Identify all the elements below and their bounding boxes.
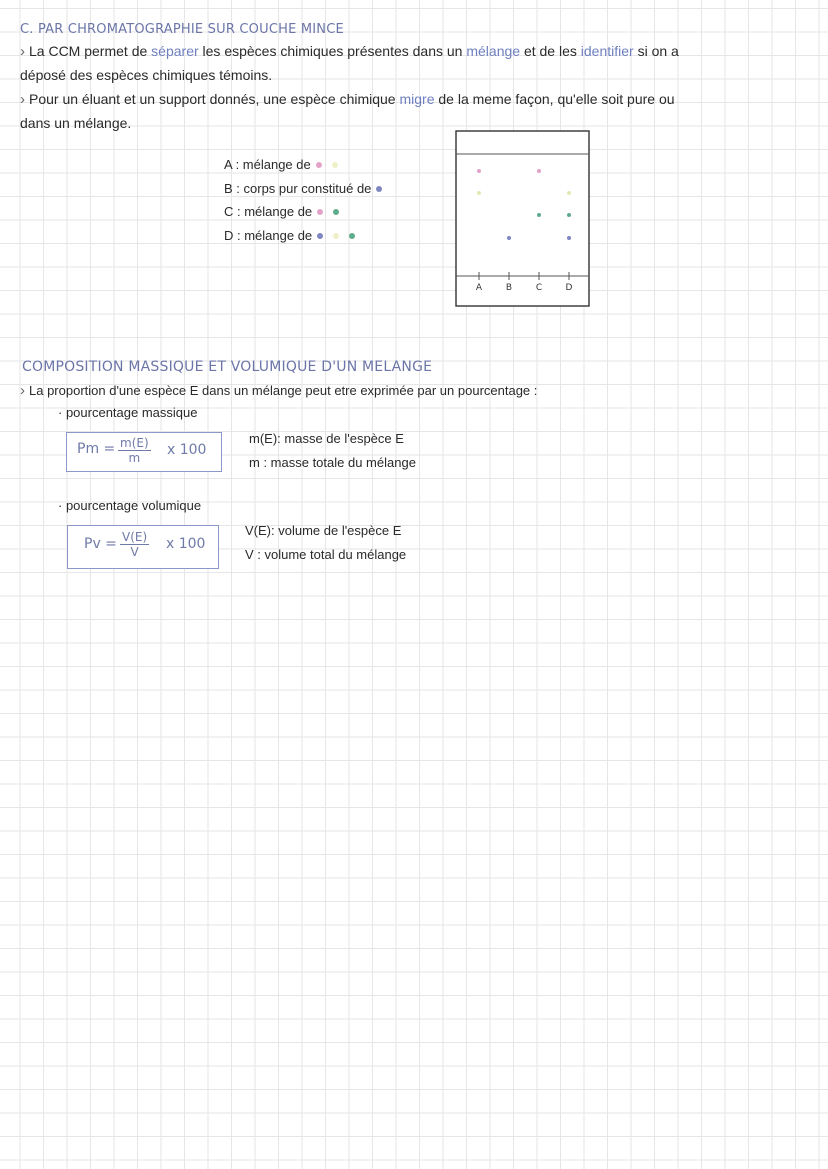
formula-symbol: Pv =	[84, 536, 117, 552]
keyword-identifier: identifier	[580, 43, 634, 59]
legend-row-c	[224, 204, 344, 219]
numerator: V(E)	[122, 530, 148, 544]
chevron-right-icon: ›	[20, 43, 25, 60]
legend-row-d	[224, 228, 360, 243]
legend-row-b	[224, 181, 387, 196]
text: pourcentage massique	[65, 405, 198, 420]
chevron-right-icon: ›	[20, 382, 25, 399]
formula-symbol: Pm =	[77, 441, 116, 457]
massique-def-2: m : masse totale du mélange	[249, 455, 416, 470]
blue-dot-icon	[317, 233, 323, 239]
tlc-plate	[455, 130, 591, 308]
spot-d-yellow	[567, 191, 571, 195]
blue-dot-icon	[376, 186, 382, 192]
green-dot-icon	[349, 233, 355, 239]
denominator: m	[128, 451, 141, 465]
spot-c-green	[537, 213, 541, 217]
text: si on a	[633, 43, 679, 59]
lane-label-b: B	[505, 283, 513, 293]
spot-d-green	[567, 213, 571, 217]
text: Pour un éluant et un support donnés, une espèce chimique	[29, 91, 400, 107]
legend-label: D : mélange de	[224, 228, 313, 243]
lane-label-a: A	[475, 283, 483, 293]
green-dot-icon	[333, 209, 339, 215]
legend-label: C : mélange de	[224, 204, 313, 219]
spot-a-yellow	[477, 191, 481, 195]
section-c-line-3	[20, 91, 675, 108]
volumique-def-1: V(E): volume de l'espèce E	[245, 523, 402, 538]
lane-label-c: C	[535, 283, 543, 293]
text: La CCM permet de	[29, 43, 152, 59]
section-c-line-2: déposé des espèces chimiques témoins.	[20, 67, 273, 83]
volumique-label	[58, 498, 201, 513]
formula-fraction	[120, 530, 149, 559]
formula-massique-box	[66, 432, 222, 472]
text: les espèces chimiques présentes dans un	[198, 43, 467, 59]
pink-dot-icon	[316, 162, 322, 168]
volumique-def-2: V : volume total du mélange	[245, 547, 407, 562]
legend-row-a	[224, 157, 343, 172]
spot-b-blue	[507, 236, 511, 240]
chevron-right-icon: ›	[20, 91, 25, 108]
formula-volumique-box	[67, 525, 219, 569]
spot-a-pink	[477, 169, 481, 173]
spot-c-pink	[537, 169, 541, 173]
bullet: ·	[58, 405, 66, 420]
legend-label: B : corps pur constitué de	[224, 181, 372, 196]
text: et de les	[520, 43, 581, 59]
bullet: ·	[58, 498, 66, 513]
section-c-line-1	[20, 43, 679, 60]
composition-title: COMPOSITION MASSIQUE ET VOLUMIQUE D'UN MELANGE	[22, 359, 433, 375]
keyword-migre: migre	[399, 91, 435, 107]
text: La proportion d'une espèce E dans un mélange peut etre exprimée par un pourcentage :	[29, 383, 538, 398]
yellow-dot-icon	[333, 233, 339, 239]
lane-label-d: D	[565, 283, 573, 293]
pink-dot-icon	[317, 209, 323, 215]
formula-fraction	[118, 436, 151, 465]
text: de la meme façon, qu'elle soit pure ou	[434, 91, 675, 107]
section-c-line-4: dans un mélange.	[20, 115, 132, 131]
spot-d-blue	[567, 236, 571, 240]
text: pourcentage volumique	[65, 498, 202, 513]
denominator: V	[130, 545, 139, 559]
massique-def-1: m(E): masse de l'espèce E	[249, 431, 404, 446]
formula-times: x 100	[167, 442, 207, 458]
keyword-separer: séparer	[151, 43, 199, 59]
section-c-title: C. PAR CHROMATOGRAPHIE SUR COUCHE MINCE	[20, 22, 344, 37]
keyword-melange: mélange	[466, 43, 521, 59]
formula-times: x 100	[166, 536, 206, 552]
numerator: m(E)	[120, 436, 149, 450]
massique-label	[58, 405, 197, 420]
legend-label: A : mélange de	[224, 157, 311, 172]
yellow-dot-icon	[332, 162, 338, 168]
composition-intro	[20, 382, 537, 399]
